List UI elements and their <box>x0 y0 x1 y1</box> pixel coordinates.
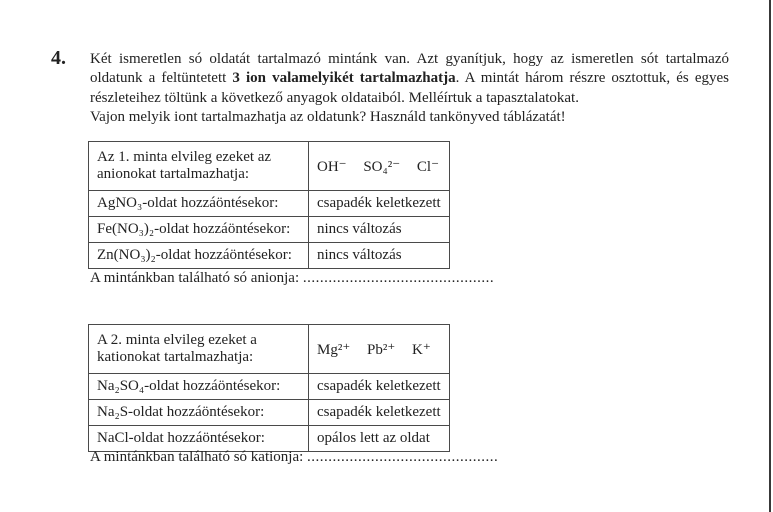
table-row <box>89 374 450 400</box>
test-cell: AgNO₃-oldat hozzáöntésekor: <box>89 191 309 217</box>
question-text-lead: Két ismeretlen só oldatát tartalmazó mintánk van. Azt gyanítjuk, hogy az ismeretlen sót tartalmazó oldatunk a feltüntetett <box>90 51 729 87</box>
anion-test-table <box>88 141 450 269</box>
table-row <box>89 243 450 269</box>
ion-item: Cl⁻ <box>416 158 440 175</box>
result-cell: csapadék keletkezett <box>309 191 450 217</box>
question-paragraph <box>90 50 729 108</box>
anion-header-cell: Az 1. minta elvileg ezeket az anionokat tartalmazhatja: <box>89 142 309 191</box>
question-text-bold: 3 ion valamelyikét tartalmazhatja <box>232 70 456 87</box>
result-cell: nincs változás <box>309 217 450 243</box>
ion-item: K⁺ <box>412 341 431 358</box>
ion-item: OH⁻ <box>317 158 347 175</box>
test-cell: Na₂SO₄-oldat hozzáöntésekor: <box>89 374 309 400</box>
table-header-row <box>89 142 450 191</box>
cation-answer-label: A mintánkban található só kationja: <box>90 449 304 465</box>
cation-answer-dots: ............................................. <box>307 449 499 465</box>
cation-test-table <box>88 324 450 452</box>
question-prompt: Vajon melyik iont tartalmazhatja az oldatunk? Használd tankönyved táblázatát! <box>90 108 566 125</box>
ion-item: Pb²⁺ <box>367 341 396 358</box>
table-row <box>89 426 450 452</box>
cation-header-cell: A 2. minta elvileg ezeket a kationokat tartalmazhatja: <box>89 325 309 374</box>
test-cell: Fe(NO₃)₂-oldat hozzáöntésekor: <box>89 217 309 243</box>
question-text-tail: . A mintát három részre osztottuk, és egyes részleteihez töltünk a következő anyagok oldataiból. Melléírtuk a tapasztalatokat. <box>90 70 730 106</box>
result-cell: csapadék keletkezett <box>309 400 450 426</box>
test-cell: NaCl-oldat hozzáöntésekor: <box>89 426 309 452</box>
cation-ion-list <box>309 325 450 374</box>
result-cell: csapadék keletkezett <box>309 374 450 400</box>
table-row <box>89 217 450 243</box>
anion-ion-list <box>309 142 450 191</box>
result-cell: nincs változás <box>309 243 450 269</box>
ion-item: SO₄²⁻ <box>363 158 401 175</box>
ion-item: Mg²⁺ <box>317 341 351 358</box>
test-cell: Na₂S-oldat hozzáöntésekor: <box>89 400 309 426</box>
anion-answer-line <box>90 270 494 287</box>
cation-answer-line <box>90 449 498 466</box>
table-row <box>89 400 450 426</box>
question-number: 4. <box>51 47 66 69</box>
test-cell: Zn(NO₃)₂-oldat hozzáöntésekor: <box>89 243 309 269</box>
result-cell: opálos lett az oldat <box>309 426 450 452</box>
scan-edge-line <box>769 0 771 512</box>
anion-answer-dots: ............................................. <box>302 270 495 286</box>
table-row <box>89 191 450 217</box>
table-header-row <box>89 325 450 374</box>
anion-answer-label: A mintánkban található só anionja: <box>90 270 300 286</box>
question-intro <box>90 50 729 127</box>
